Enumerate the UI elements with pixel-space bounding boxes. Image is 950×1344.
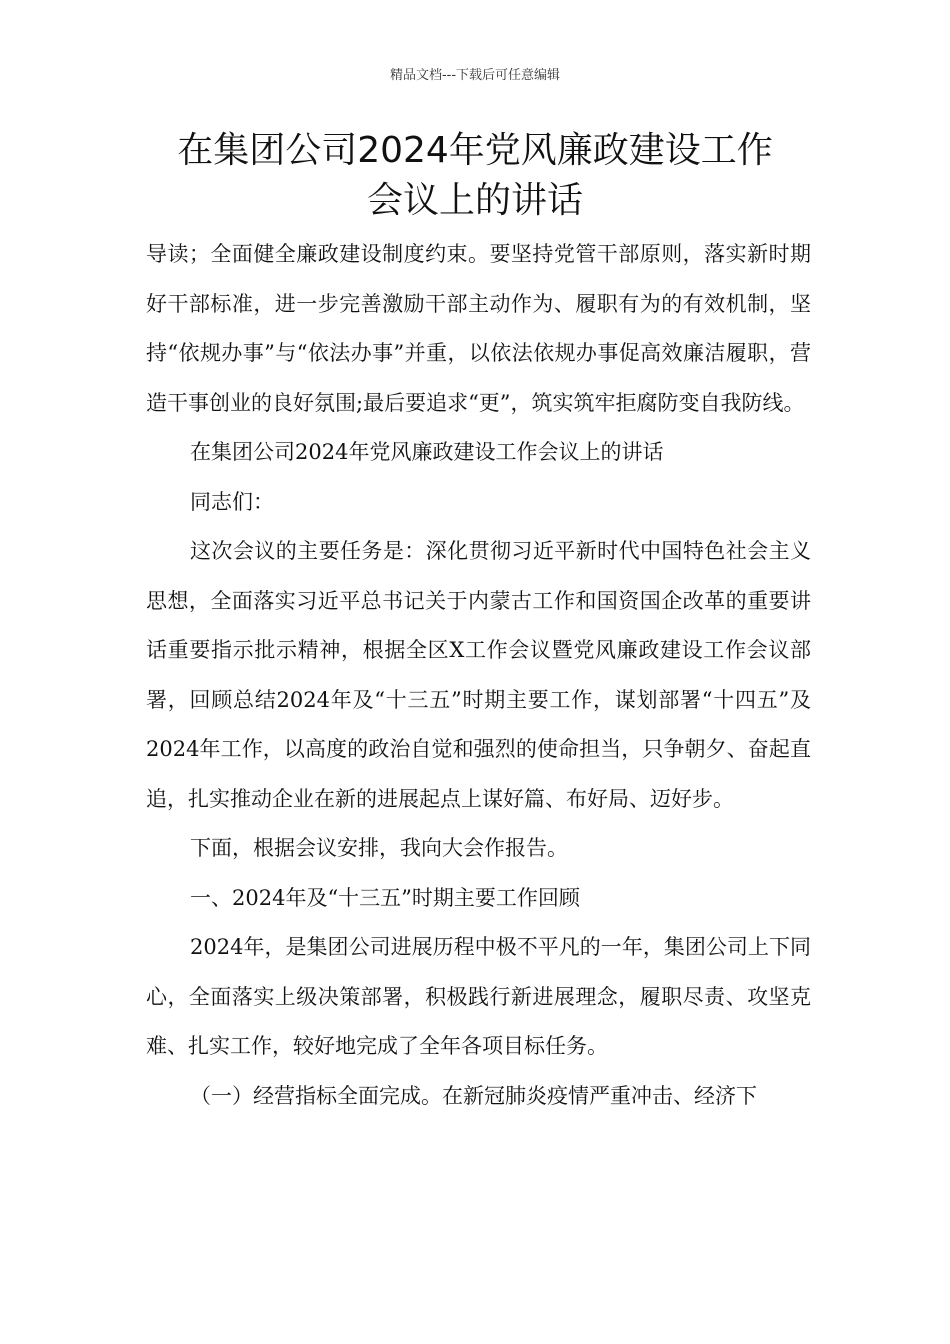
paragraph-year-review: 2024年，是集团公司进展历程中极不平凡的一年，集团公司上下同心，全面落实上级决策部署，积极践行新进展理念，履职尽责、攻坚克难、扎实工作，较好地完成了全年各项目标任务。	[146, 935, 811, 1058]
paragraph-salutation: 同志们：	[190, 489, 274, 514]
title-line-1: 在集团公司2024年党风廉政建设工作	[177, 130, 773, 171]
header-note: 精品文档---下载后可任意编辑	[389, 68, 561, 83]
paragraph-report-intro: 下面，根据会议安排，我向大会作报告。	[190, 836, 568, 860]
document-title	[100, 126, 850, 226]
section-heading-1: 一、2024年及“十三五”时期主要工作回顾	[190, 885, 580, 910]
document-body	[146, 230, 811, 1121]
subsection-heading-1: （一）经营指标全面完成。在新冠肺炎疫情严重冲击、经济下	[190, 1083, 757, 1108]
paragraph-meeting-tasks: 这次会议的主要任务是：深化贯彻习近平新时代中国特色社会主义思想，全面落实习近平总书记关于内蒙古工作和国资国企改革的重要讲话重要指示批示精神，根据全区X工作会议暨党风廉政建设工作会议部署，回顾总结2024年及“十三五”时期主要工作，谋划部署“十四五”及2024年工作，以高度的政治自觉和强烈的使命担当，只争朝夕、奋起直追，扎实推动企业在新的进展起点上谋好篇、布好局、迈好步。	[146, 539, 811, 811]
title-line-2: 会议上的讲话	[366, 180, 583, 221]
paragraph-abstract: 导读；全面健全廉政建设制度约束。要坚持党管干部原则，落实新时期好干部标准，进一步完善激励干部主动作为、履职有为的有效机制，坚持“依规办事”与“依法办事”并重，以依法依规办事促高效廉洁履职，营造干事创业的良好氛围;最后要追求“更”，筑实筑牢拒腐防变自我防线。	[146, 242, 811, 415]
paragraph-speech-title: 在集团公司2024年党风廉政建设工作会议上的讲话	[190, 440, 664, 464]
